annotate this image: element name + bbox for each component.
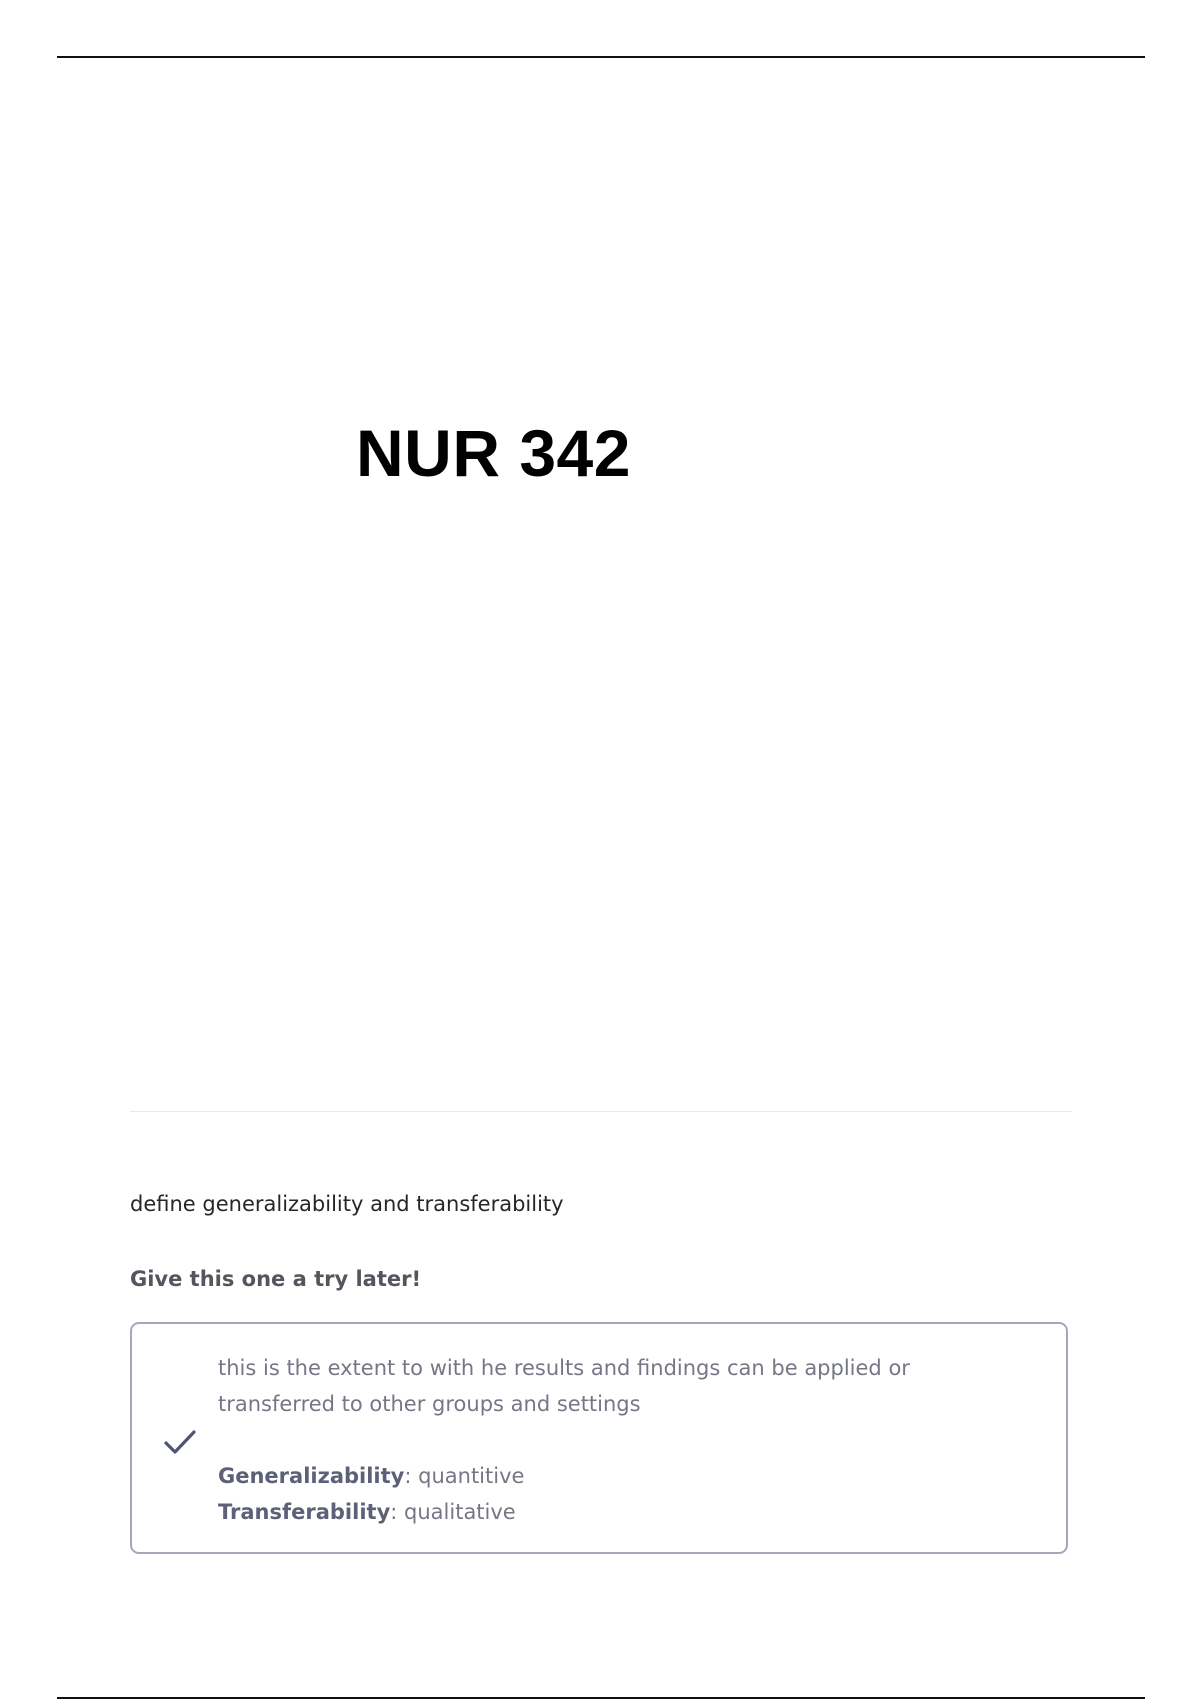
answer-spacer (218, 1422, 998, 1458)
bottom-rule (57, 1697, 1145, 1699)
section-divider (130, 1111, 1072, 1112)
answer-definition: this is the extent to with he results and findings can be applied or transferred to other groups and settings (218, 1356, 910, 1416)
checkmark-icon (162, 1427, 198, 1457)
term-separator: : (390, 1500, 398, 1524)
top-rule (57, 56, 1145, 58)
document-title: NUR 342 (356, 416, 631, 490)
answer-body (218, 1350, 998, 1530)
term-name: Generalizability (218, 1464, 405, 1488)
term-value: quantitive (418, 1464, 525, 1488)
term-value: qualitative (404, 1500, 516, 1524)
flashcard-question: define generalizability and transferability (130, 1192, 564, 1216)
flashcard-hint: Give this one a try later! (130, 1267, 422, 1291)
answer-term-row (218, 1494, 998, 1530)
answer-term-row (218, 1458, 998, 1494)
answer-card (130, 1322, 1068, 1554)
term-name: Transferability (218, 1500, 391, 1524)
term-separator: : (404, 1464, 412, 1488)
